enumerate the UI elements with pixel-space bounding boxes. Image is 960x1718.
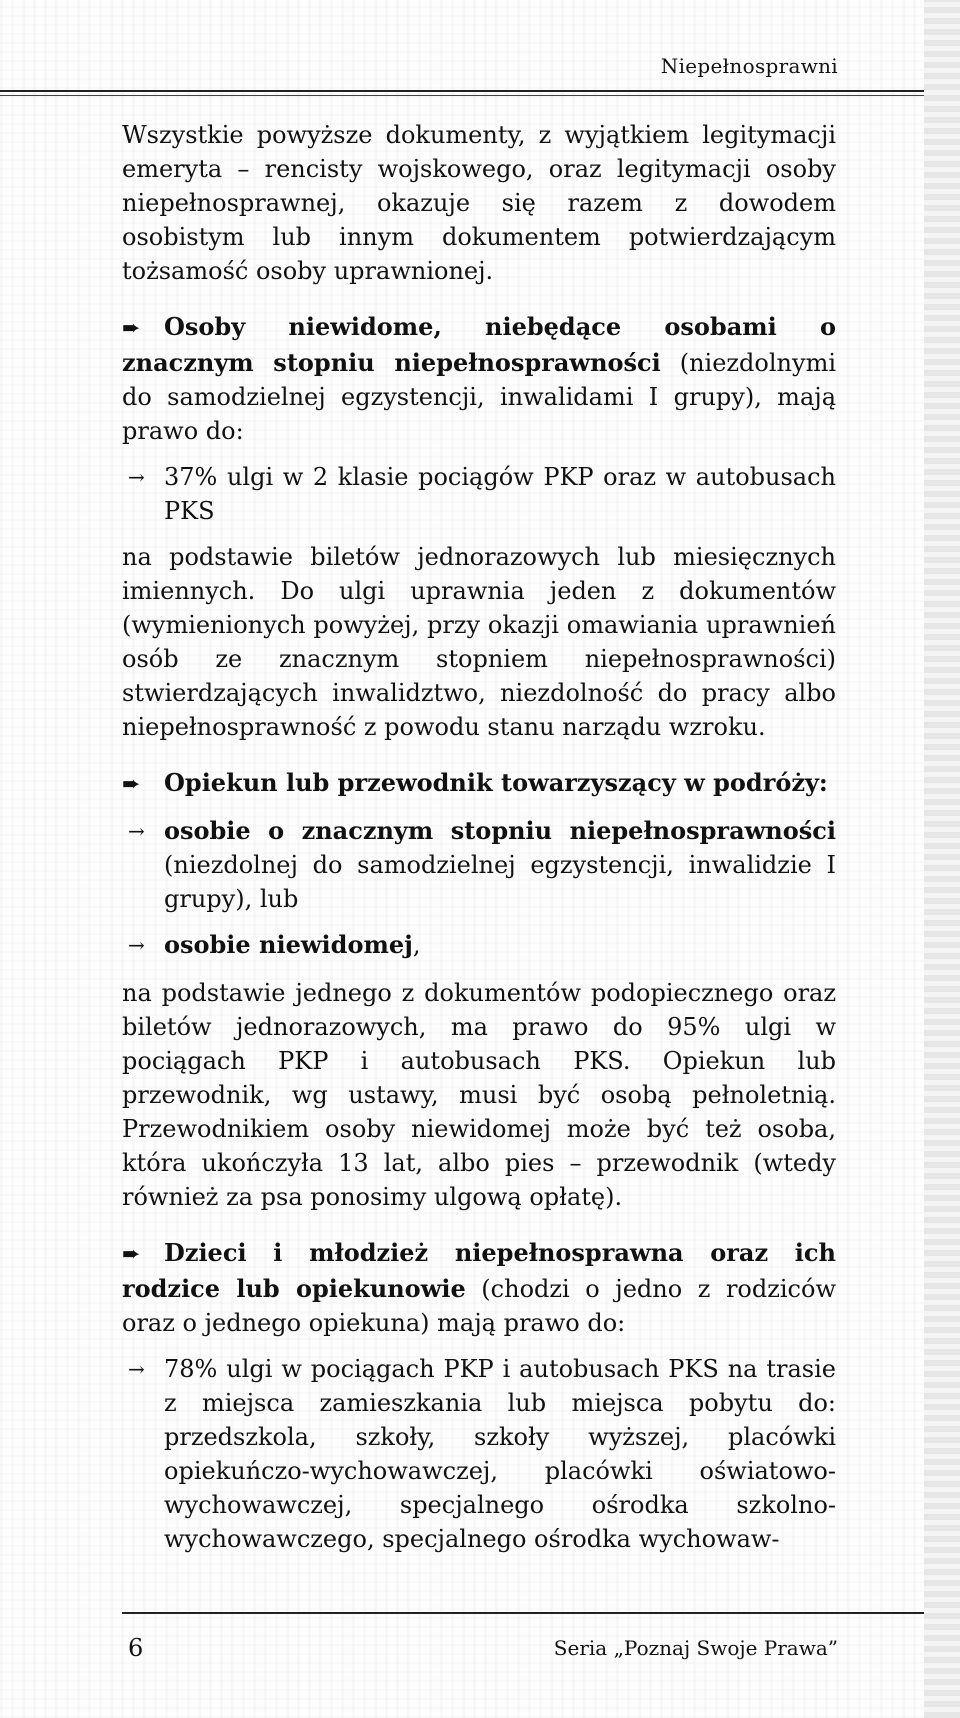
intro-paragraph: Wszystkie powyższe dokumenty, z wyjątkiem legitymacji emeryta – rencisty wojskowego, oraz legitymacji osoby niepełnosprawnej, okazuje się razem z dowodem osobistym lub innym dokumentem potwierdzającym tożsamość osoby uprawnionej. — [122, 121, 836, 285]
list-item: → osobie o znacznym stopniu niepełnosprawności (niezdolnej do samodzielnej egzystencji, inwalidzie I grupy), lub — [122, 814, 836, 916]
arrow-right-icon: → — [128, 465, 145, 489]
page-body — [122, 118, 836, 1556]
section-heading: Dzieci i młodzież niepełnosprawna oraz ich rodzice lub opiekunowie — [122, 1238, 836, 1303]
section-heading: Osoby niewidome, niebędące osobami o znacznym stopniu niepełnosprawności — [122, 312, 836, 377]
section-children: ➨ Dzieci i młodzież niepełnosprawna oraz ich rodzice lub opiekunowie (chodzi o jedno z rodziców oraz o jednego opiekuna) mają prawo do: — [122, 1238, 836, 1337]
list-item: → 37% ulgi w 2 klasie pociągów PKP oraz w autobusach PKS — [122, 460, 836, 528]
section-heading: Opiekun lub przewodnik towarzyszący w podróży: — [164, 768, 828, 797]
list-item: → 78% ulgi w pociągach PKP i autobusach PKS na trasie z miejsca zamieszkania lub miejsca pobytu do: przedszkola, szkoły, szkoły wyższej, placówki opiekuńczo-wychowawczej, placówki oświatowo-wychowawczej, specjalnego ośrodka szkolno-wychowawczego, specjalnego ośrodka wychowaw- — [122, 1352, 836, 1556]
arrow-right-icon: → — [128, 819, 145, 843]
header-rule-thin — [0, 95, 924, 96]
arrow-right-icon: → — [128, 1357, 145, 1381]
pointing-hand-bullet-icon: ➨ — [122, 772, 141, 797]
running-header-title: Niepełnosprawni — [660, 54, 838, 78]
series-title: Seria „Poznaj Swoje Prawa” — [553, 1636, 838, 1660]
section-blind-persons: ➨ Osoby niewidome, niebędące osobami o znacznym stopniu niepełnosprawności (niezdolnymi do samodzielnej egzystencji, inwalidami I grupy), mają prawo do: — [122, 312, 836, 445]
arrow-right-icon: → — [128, 933, 145, 957]
section-guide — [122, 766, 836, 802]
section-paragraph: na podstawie biletów jednorazowych lub miesięcznych imiennych. Do ulgi uprawnia jeden z dokumentów (wymienionych powyżej, przy okazji omawiania uprawnień osób ze znacznym stopniem niepełnosprawności) stwierdzających inwalidztwo, niezdolność do pracy albo niepełnosprawność z powodu stanu narządu wzroku. — [122, 543, 836, 741]
decorative-edge-strip — [924, 0, 960, 1718]
page-number: 6 — [128, 1634, 144, 1662]
pointing-hand-bullet-icon: ➨ — [122, 316, 141, 341]
pointing-hand-bullet-icon: ➨ — [122, 1242, 141, 1267]
header-rule — [0, 90, 924, 92]
list-item: → osobie niewidomej, — [122, 928, 836, 962]
section-paragraph: na podstawie jednego z dokumentów podopiecznego oraz biletów jednorazowych, ma prawo do 95% ulgi w pociągach PKP i autobusach PKS. Opiekun lub przewodnik, wg ustawy, musi być osobą pełnoletnią. Przewodnikiem osoby niewidomej może być też osoba, która ukończyła 13 lat, albo pies – przewodnik (wtedy również za psa ponosimy ulgową opłatę). — [122, 979, 836, 1211]
footer-rule — [122, 1612, 924, 1614]
